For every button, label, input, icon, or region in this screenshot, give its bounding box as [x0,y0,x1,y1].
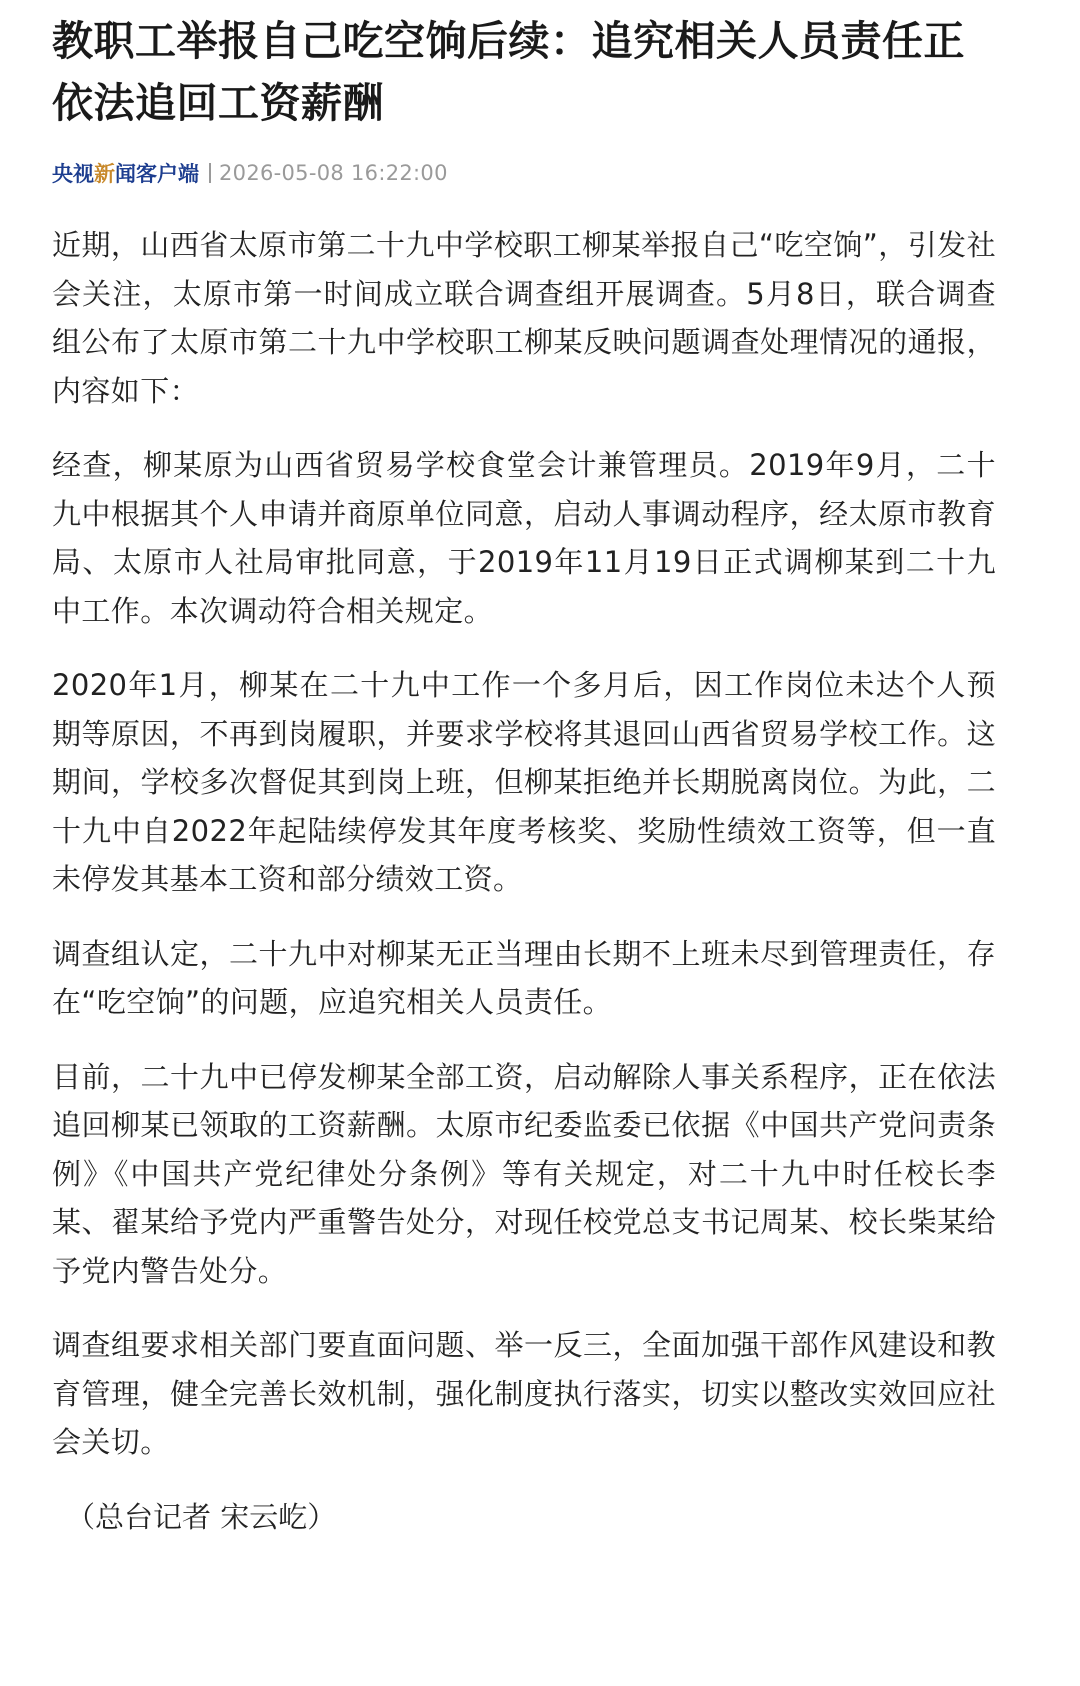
article-title: 教职工举报自己吃空饷后续：追究相关人员责任正依法追回工资薪酬 [52,17,965,127]
paragraph: 近期，山西省太原市第二十九中学校职工柳某举报自己“吃空饷”，引发社会关注，太原市第一时间成立联合调查组开展调查。5月8日，联合调查组公布了太原市第二十九中学校职工柳某反映问题调查处理情况的通报，内容如下： [52,228,996,408]
article-body [52,221,996,1467]
publish-timestamp: 2026-05-08 16:22:00 [219,161,448,185]
meta-divider [209,163,211,183]
paragraph: 经查，柳某原为山西省贸易学校食堂会计兼管理员。2019年9月，二十九中根据其个人申请并商原单位同意，启动人事调动程序，经太原市教育局、太原市人社局审批同意，于2019年11月19日正式调柳某到二十九中工作。本次调动符合相关规定。 [52,448,996,628]
paragraph: 2020年1月，柳某在二十九中工作一个多月后，因工作岗位未达个人预期等原因，不再到岗履职，并要求学校将其退回山西省贸易学校工作。这期间，学校多次督促其到岗上班，但柳某拒绝并长期脱离岗位。为此，二十九中自2022年起陆续停发其年度考核奖、奖励性绩效工资等，但一直未停发其基本工资和部分绩效工资。 [52,668,996,896]
paragraph: 调查组要求相关部门要直面问题、举一反三，全面加强干部作风建设和教育管理，健全完善长效机制，强化制度执行落实，切实以整改实效回应社会关切。 [52,1328,996,1459]
source-name-part3: 闻客户端 [115,162,199,186]
article-meta [52,158,996,188]
source-name-part2: 新 [94,162,115,186]
source-name[interactable] [52,158,199,188]
paragraph: 目前，二十九中已停发柳某全部工资，启动解除人事关系程序，正在依法追回柳某已领取的工资薪酬。太原市纪委监委已依据《中国共产党问责条例》《中国共产党纪律处分条例》等有关规定，对二十九中时任校长李某、翟某给予党内严重警告处分，对现任校党总支书记周某、校长柴某给予党内警告处分。 [52,1059,996,1288]
paragraph: 调查组认定，二十九中对柳某无正当理由长期不上班未尽到管理责任，存在“吃空饷”的问题，应追究相关人员责任。 [52,936,996,1019]
source-name-part1: 央视 [52,162,94,186]
reporter-byline: （总台记者 宋云屹） [66,1499,337,1534]
